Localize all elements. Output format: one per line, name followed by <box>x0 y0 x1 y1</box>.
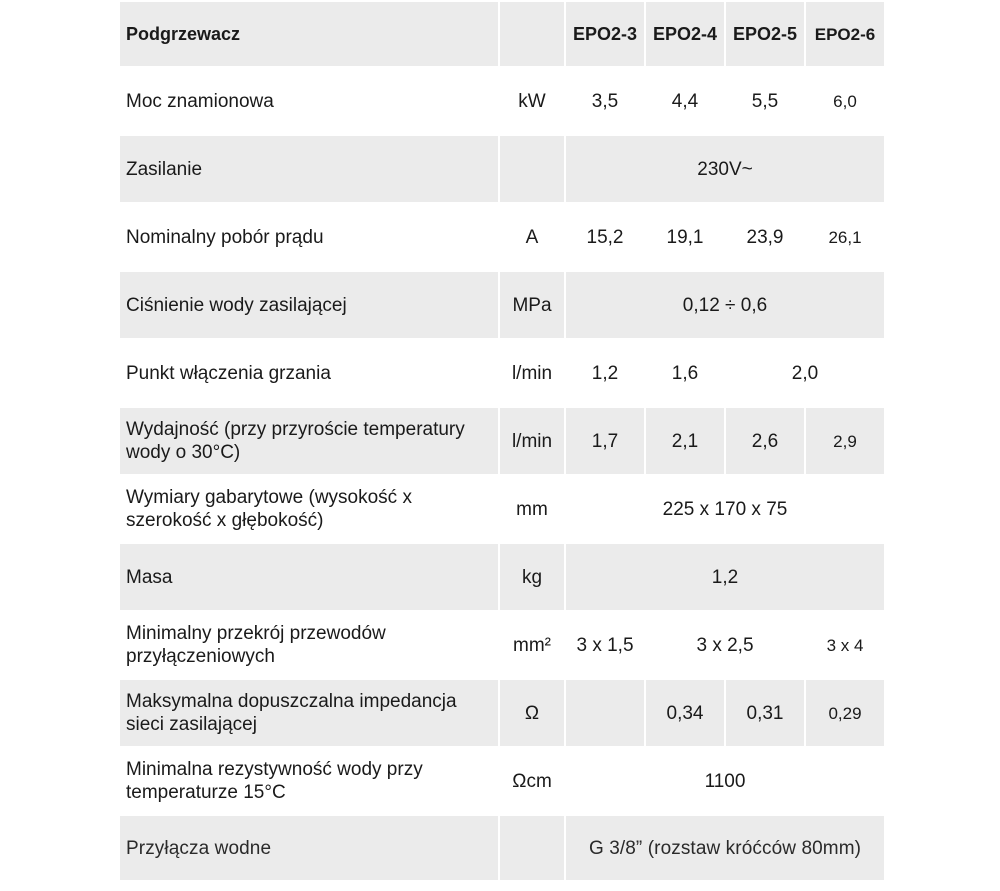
value-cell: 6,0 <box>806 68 884 134</box>
row-unit: mm <box>500 476 564 542</box>
merged-value-cell: 225 x 170 x 75 <box>566 476 884 542</box>
row-unit: Ωcm <box>500 748 564 814</box>
merged-value-cell: 1100 <box>566 748 884 814</box>
row-unit <box>500 816 564 880</box>
table-row-mass <box>120 544 884 610</box>
merged-value-cell: 0,12 ÷ 0,6 <box>566 272 884 338</box>
table-row-supply <box>120 136 884 202</box>
row-label: Nominalny pobór prądu <box>120 204 498 270</box>
row-label-line: szerokość x głębokość) <box>126 510 324 531</box>
merged-value-cell: 230V~ <box>566 136 884 202</box>
table-row-resistivity <box>120 748 884 814</box>
row-label-line: sieci zasilającej <box>126 714 257 735</box>
row-label <box>120 748 498 814</box>
row-label-line: wody o 30°C) <box>126 442 241 463</box>
table-row-power <box>120 68 884 134</box>
row-unit: l/min <box>500 340 564 406</box>
row-unit: MPa <box>500 272 564 338</box>
value-cell: 0,29 <box>806 680 884 746</box>
value-cell: 3 x 1,5 <box>566 612 644 678</box>
row-label-line: Wydajność (przy przyroście temperatury <box>126 419 465 440</box>
table-row-dimensions <box>120 476 884 542</box>
model-header-epo2-3: EPO2-3 <box>566 2 644 66</box>
row-unit: kW <box>500 68 564 134</box>
value-cell: 4,4 <box>646 68 724 134</box>
value-cell: 0,34 <box>646 680 724 746</box>
merged-value-cell: 2,0 <box>726 340 884 406</box>
value-cell: 3 x 4 <box>806 612 884 678</box>
row-label: Masa <box>120 544 498 610</box>
row-label-line: Wymiary gabarytowe (wysokość x <box>126 487 412 508</box>
value-cell <box>566 680 644 746</box>
model-header-epo2-6: EPO2-6 <box>806 2 884 66</box>
value-cell: 1,2 <box>566 340 644 406</box>
row-label-line: Minimalna rezystywność wody przy <box>126 759 423 780</box>
row-unit <box>500 136 564 202</box>
value-cell: 5,5 <box>726 68 804 134</box>
table-row-pressure <box>120 272 884 338</box>
value-cell: 0,31 <box>726 680 804 746</box>
row-unit: Ω <box>500 680 564 746</box>
row-label: Zasilanie <box>120 136 498 202</box>
table-row-current <box>120 204 884 270</box>
row-label-line: Minimalny przekrój przewodów <box>126 623 386 644</box>
row-unit: l/min <box>500 408 564 474</box>
table-row-impedance <box>120 680 884 746</box>
value-cell: 26,1 <box>806 204 884 270</box>
row-label: Przyłącza wodne <box>120 816 498 880</box>
row-unit: mm² <box>500 612 564 678</box>
row-label <box>120 680 498 746</box>
value-cell: 2,1 <box>646 408 724 474</box>
model-header-epo2-5: EPO2-5 <box>726 2 804 66</box>
row-label-line: Maksymalna dopuszczalna impedancja <box>126 691 457 712</box>
value-cell: 23,9 <box>726 204 804 270</box>
value-cell: 19,1 <box>646 204 724 270</box>
row-label <box>120 476 498 542</box>
row-label: Moc znamionowa <box>120 68 498 134</box>
value-cell: 1,6 <box>646 340 724 406</box>
row-unit: A <box>500 204 564 270</box>
table-row-activation <box>120 340 884 406</box>
spec-table <box>118 0 886 882</box>
merged-value-cell: 3 x 2,5 <box>646 612 804 678</box>
table-row-connections <box>120 816 884 880</box>
table-row-cross-section <box>120 612 884 678</box>
value-cell: 1,7 <box>566 408 644 474</box>
table-header-row <box>120 2 884 66</box>
row-label <box>120 408 498 474</box>
row-label: Ciśnienie wody zasilającej <box>120 272 498 338</box>
model-header-epo2-4: EPO2-4 <box>646 2 724 66</box>
row-label-line: przyłączeniowych <box>126 646 275 667</box>
value-cell: 2,9 <box>806 408 884 474</box>
row-label <box>120 612 498 678</box>
row-unit: kg <box>500 544 564 610</box>
value-cell: 2,6 <box>726 408 804 474</box>
value-cell: 15,2 <box>566 204 644 270</box>
merged-value-cell: 1,2 <box>566 544 884 610</box>
row-label-line: temperaturze 15°C <box>126 782 286 803</box>
table-row-output <box>120 408 884 474</box>
row-label: Punkt włączenia grzania <box>120 340 498 406</box>
table-title: Podgrzewacz <box>120 2 498 66</box>
value-cell: 3,5 <box>566 68 644 134</box>
merged-value-cell: G 3/8” (rozstaw króćców 80mm) <box>566 816 884 880</box>
unit-header-cell <box>500 2 564 66</box>
